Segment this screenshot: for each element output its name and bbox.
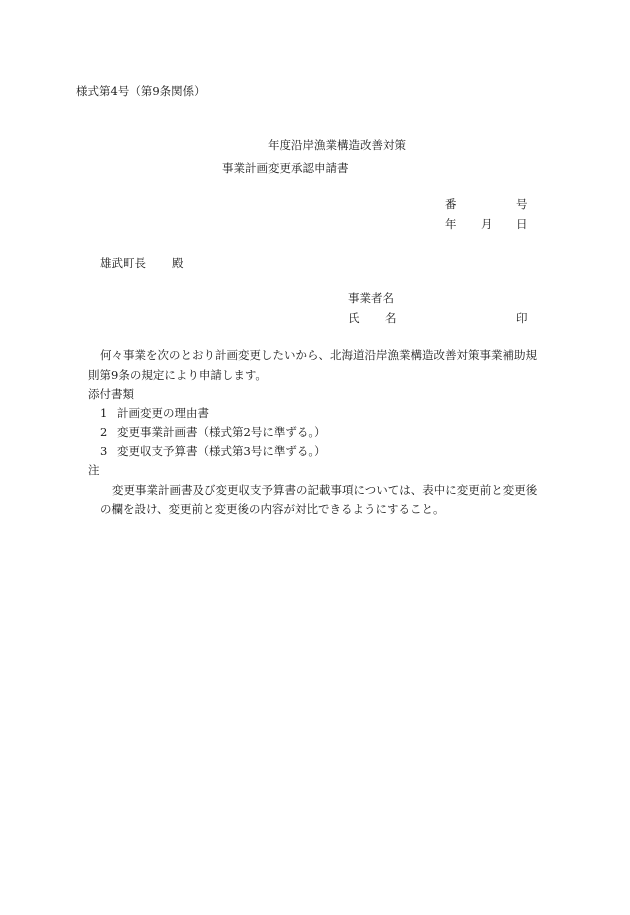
body-text-line-1: 何々事業を次のとおり計画変更したいから、北海道沿岸漁業構造改善対策事業補助規 xyxy=(100,348,537,362)
name-label-shi: 氏 xyxy=(348,311,360,325)
attachment-number: 3 xyxy=(100,444,108,458)
title-line-1: 年度沿岸漁業構造改善対策 xyxy=(268,138,406,152)
note-text-line-1: 変更事業計画書及び変更収支予算書の記載事項については、表中に変更前と変更後 xyxy=(112,483,538,497)
seal-label: 印 xyxy=(516,311,528,325)
note-heading: 注 xyxy=(88,463,100,477)
addressee-name: 雄武町長 xyxy=(100,256,146,270)
attachments-heading: 添付書類 xyxy=(88,387,134,401)
title-line-2: 事業計画変更承認申請書 xyxy=(222,161,349,175)
attachment-text: 変更事業計画書（様式第2号に準ずる。） xyxy=(117,425,326,439)
attachment-text: 変更収支予算書（様式第3号に準ずる。） xyxy=(117,444,326,458)
month-label: 月 xyxy=(481,217,493,231)
business-name-label: 事業者名 xyxy=(348,291,394,305)
number-label: 番 xyxy=(445,197,457,211)
addressee-honorific: 殿 xyxy=(172,256,184,270)
note-text-line-2: の欄を設け、変更前と変更後の内容が対比できるようにすること。 xyxy=(100,502,445,516)
day-label: 日 xyxy=(516,217,528,231)
attachment-text: 計画変更の理由書 xyxy=(117,406,209,420)
name-label-mei: 名 xyxy=(385,311,397,325)
attachment-number: 1 xyxy=(100,406,108,420)
attachment-number: 2 xyxy=(100,425,108,439)
number-suffix-label: 号 xyxy=(516,197,528,211)
form-number: 様式第4号（第9条関係） xyxy=(76,84,206,98)
body-text-line-2: 則第9条の規定により申請します。 xyxy=(88,368,267,382)
year-label: 年 xyxy=(445,217,457,231)
